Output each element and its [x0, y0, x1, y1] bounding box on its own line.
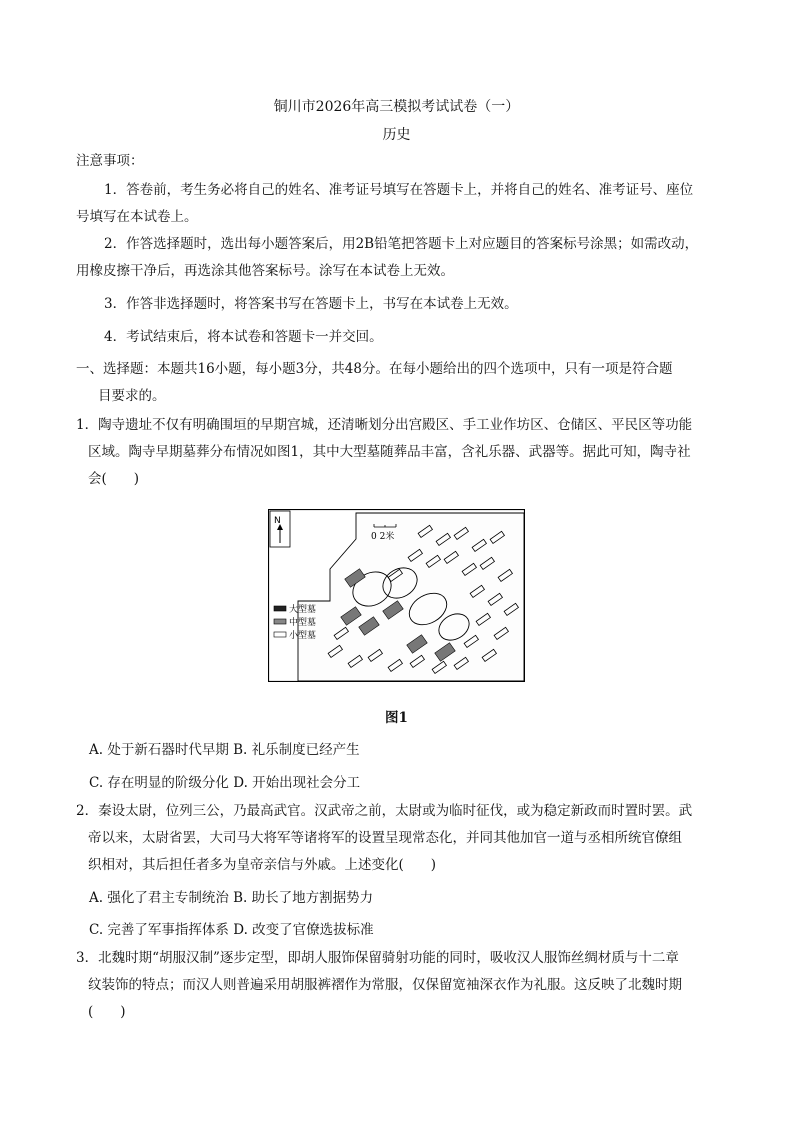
notice-item-1: 1．答卷前，考生务必将自己的姓名、准考证号填写在答题卡上，并将自己的姓名、准考证号、座位 — [104, 182, 694, 198]
question-1-line-1: 1．陶寺遗址不仅有明确围垣的早期宫城，还清晰划分出宫殿区、手工业作坊区、仓储区、平民区等功能 — [76, 417, 693, 433]
question-2-line-3: 织相对，其后担任者多为皇帝亲信与外戚。上述变化( ) — [88, 857, 437, 873]
notice-item-1-cont: 号填写在本试卷上。 — [76, 209, 198, 225]
question-2-options-a-b: A. 强化了君主专制统治 B. 助长了地方割据势力 — [89, 890, 374, 906]
notice-item-4: 4．考试结束后，将本试卷和答题卡一并交回。 — [104, 329, 383, 345]
section-heading-cont: 目要求的。 — [98, 388, 166, 404]
question-3-line-1: 3．北魏时期“胡服汉制”逐步定型，即胡人服饰保留骑射功能的同时，吸收汉人服饰丝绸材质与十二章 — [76, 950, 679, 966]
subject-title: 历史 — [382, 127, 411, 143]
question-3-line-2: 纹装饰的特点；而汉人则普遍采用胡服裤褶作为常服，仅保留宽袖深衣作为礼服。这反映了北魏时期 — [88, 977, 682, 993]
question-1-options-c-d: C. 存在明显的阶级分化 D. 开始出现社会分工 — [89, 775, 361, 791]
tomb-distribution-map — [268, 509, 525, 682]
legend-medium: 中型墓 — [289, 618, 317, 628]
section-heading: 一、选择题：本题共16小题，每小题3分，共48分。在每小题给出的四个选项中，只有一项是符合题 — [76, 361, 673, 377]
notice-item-2: 2．作答选择题时，选出每小题答案后，用2B铅笔把答题卡上对应题目的答案标号涂黑；如需改动， — [104, 236, 699, 252]
question-1-line-2: 区域。陶寺早期墓葬分布情况如图1，其中大型墓随葬品丰富，含礼乐器、武器等。据此可知，陶寺社 — [88, 444, 691, 460]
notice-item-3: 3．作答非选择题时，将答案书写在答题卡上，书写在本试卷上无效。 — [104, 296, 518, 312]
notice-item-2-cont: 用橡皮擦干净后，再选涂其他答案标号。涂写在本试卷上无效。 — [76, 263, 454, 279]
figure-caption: 图1 — [385, 710, 408, 726]
question-2-line-2: 帝以来，太尉省罢，大司马大将军等诸将军的设置呈现常态化，并同其他加官一道与丞相所统官僚组 — [88, 830, 682, 846]
page-title: 铜川市2026年高三模拟考试试卷（一） — [273, 99, 520, 115]
legend-large: 大型墓 — [289, 605, 317, 615]
question-1-line-3: 会( ) — [88, 471, 140, 487]
question-2-line-1: 2．秦设太尉，位列三公，乃最高武官。汉武帝之前，太尉或为临时征伐，或为稳定新政而时置时罢。武 — [76, 803, 693, 819]
north-label: N — [274, 516, 281, 526]
question-1-options-a-b: A. 处于新石器时代早期 B. 礼乐制度已经产生 — [89, 742, 360, 758]
legend — [274, 603, 316, 641]
legend-small: 小型墓 — [289, 631, 317, 641]
map-scale: 0 2米 — [371, 532, 395, 542]
notice-heading: 注意事项： — [76, 153, 144, 169]
question-3-line-3: ( ) — [88, 1004, 126, 1020]
question-2-options-c-d: C. 完善了军事指挥体系 D. 改变了官僚选拔标准 — [89, 922, 374, 938]
